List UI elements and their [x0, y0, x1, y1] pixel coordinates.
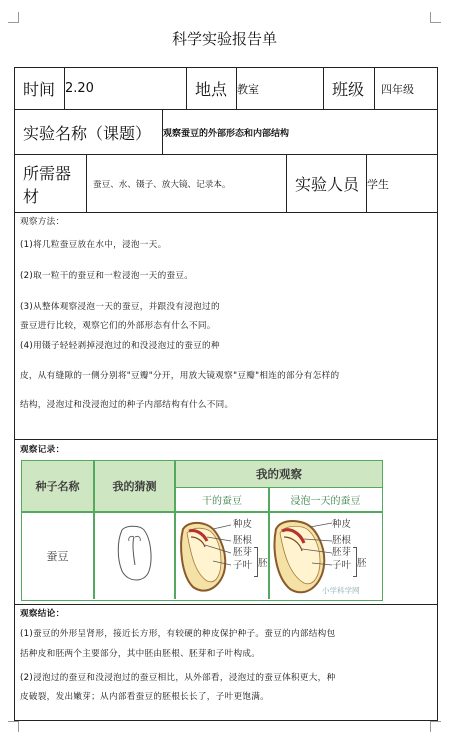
- method-step: 结构，浸泡过和没浸泡过的种子内部结构有什么不同。: [20, 400, 234, 411]
- watermark: 小学科学网: [322, 586, 360, 595]
- dry-label-seedcoat: 种皮: [233, 519, 253, 530]
- conclusion-line: 皮破裂，发出嫩芽；从内部看蚕豆的胚根长长了，子叶更饱满。: [20, 692, 270, 703]
- soaked-label-cotyledon: 子叶: [332, 559, 352, 571]
- soaked-label-embryo: 胚: [357, 558, 367, 569]
- col-header-observation: 我的观察: [176, 461, 382, 487]
- observation-table: [21, 460, 383, 601]
- subheader-soaked: 浸泡一天的蚕豆: [269, 488, 382, 511]
- crop-mark-bottom-left: [8, 721, 19, 732]
- place-label: 地点: [195, 80, 228, 99]
- record-heading: 观察记录：: [20, 445, 65, 455]
- place-value: 教室: [237, 82, 259, 96]
- subheader-dry: 干的蚕豆: [176, 488, 268, 511]
- materials-value: 蚕豆、水、镊子、放大镜、记录本。: [93, 179, 231, 190]
- conclusion-heading: 观察结论：: [20, 609, 65, 619]
- conclusion-section: [15, 605, 437, 721]
- conclusion-line: 括种皮和胚两个主要部分，其中胚由胚根、胚芽和子叶构成。: [20, 648, 261, 659]
- crop-mark-bottom-right: [430, 721, 441, 732]
- method-section: [15, 213, 437, 440]
- experiment-name-value: 观察蚕豆的外部形态和内部结构: [163, 128, 290, 139]
- crop-mark-top-left: [8, 12, 19, 23]
- method-step: (3)从整体观察浸泡一天的蚕豆，并跟没有浸泡过的: [20, 301, 220, 312]
- info-row-experiment-name: [15, 110, 437, 155]
- class-value: 四年级: [381, 82, 414, 96]
- soaked-label-seedcoat: 种皮: [332, 519, 352, 530]
- seed-name: 蚕豆: [46, 550, 69, 563]
- experiment-name-label: 实验名称（课题）: [23, 123, 152, 143]
- soaked-label-plumule: 胚芽: [332, 547, 352, 558]
- document-title: 科学实验报告单: [171, 30, 277, 48]
- table-divider: [268, 487, 270, 599]
- people-label: 实验人员: [295, 175, 360, 194]
- people-value: 学生: [367, 177, 389, 191]
- table-divider: [175, 487, 382, 488]
- info-row-materials: [15, 155, 437, 213]
- materials-label: 所需器材: [23, 163, 72, 206]
- method-heading: 观察方法：: [20, 217, 65, 227]
- method-step: (1)将几粒蚕豆放在水中，浸泡一天。: [20, 240, 167, 251]
- report-table: [14, 67, 438, 721]
- conclusion-line: (1)蚕豆的外形呈肾形，接近长方形，有较硬的种皮保护种子。蚕豆的内部结构包: [20, 629, 336, 640]
- dry-label-radicle: 胚根: [233, 534, 253, 546]
- method-step: (2)取一粒干的蚕豆和一粒浸泡一天的蚕豆。: [20, 270, 194, 281]
- dry-label-embryo: 胚: [258, 558, 268, 569]
- method-step: 皮，从有缝隙的一侧分别将"豆瓣"分开，用放大镜观察"豆瓣"相连的部分有怎样的: [20, 370, 340, 381]
- table-divider: [174, 461, 176, 599]
- dry-label-cotyledon: 子叶: [233, 559, 253, 571]
- info-row-time: [15, 68, 437, 110]
- class-label: 班级: [332, 80, 365, 99]
- method-step: 蚕豆进行比较，观察它们的外部形态有什么不同。: [20, 321, 216, 332]
- method-step: (4)用镊子轻轻剥掉浸泡过的和没浸泡过的蚕豆的种: [20, 340, 220, 351]
- time-value: 2.20: [65, 81, 94, 96]
- soaked-label-radicle: 胚根: [332, 534, 352, 546]
- col-header-seed: 种子名称: [22, 461, 93, 511]
- conclusion-line: (2)浸泡过的蚕豆和没浸泡过的蚕豆相比，从外部看，浸泡过的蚕豆体积更大，种: [20, 672, 336, 683]
- time-label: 时间: [23, 80, 56, 99]
- crop-mark-top-right: [430, 12, 441, 23]
- dry-label-plumule: 胚芽: [233, 547, 253, 558]
- col-header-guess: 我的猜测: [95, 461, 174, 511]
- guess-sketch: [95, 513, 174, 599]
